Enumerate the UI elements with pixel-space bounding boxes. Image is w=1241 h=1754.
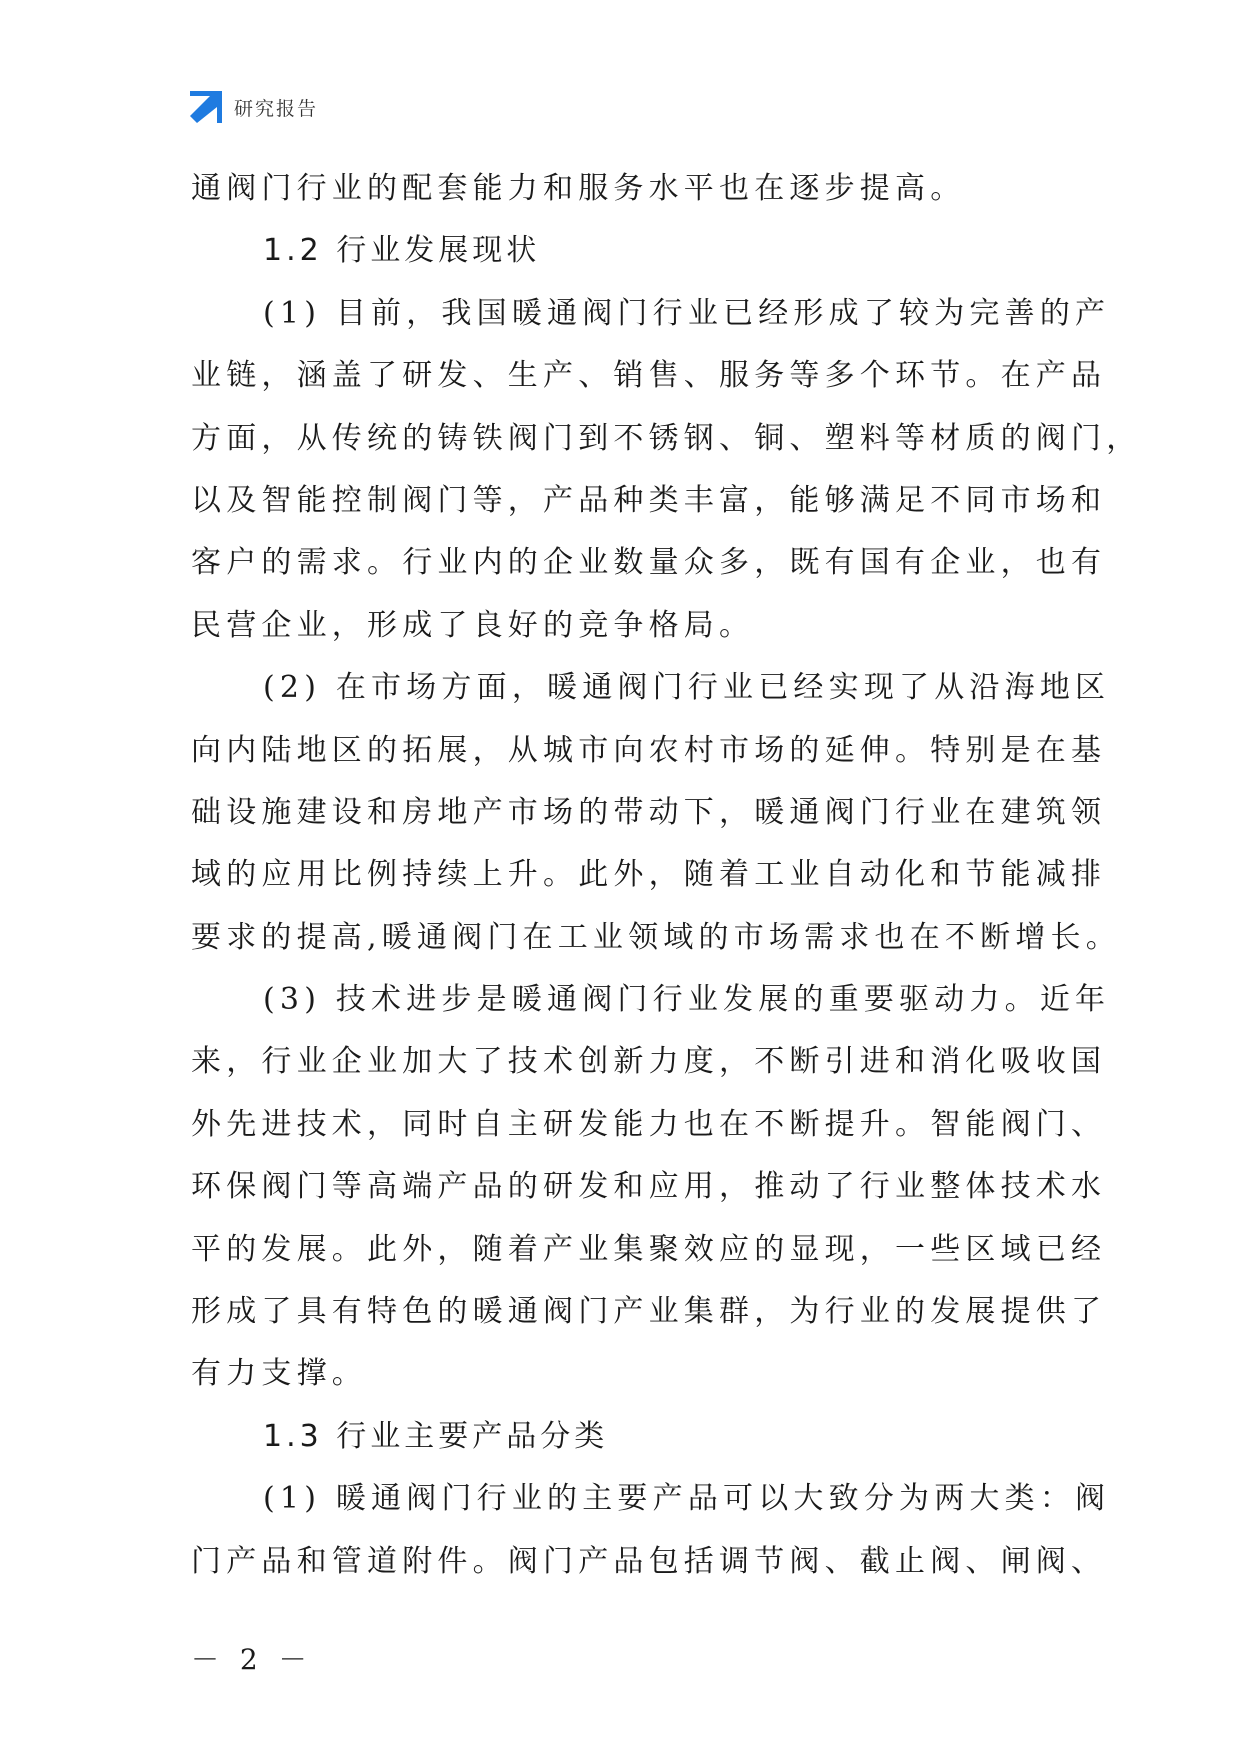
text-line: 环保阀门等高端产品的研发和应用，推动了行业整体技术水 xyxy=(191,1169,1107,1205)
text-line: 以及智能控制阀门等，产品种类丰富，能够满足不同市场和 xyxy=(191,482,1107,518)
section-heading: 1.3 行业主要产品分类 xyxy=(263,1418,609,1454)
section-heading: 1.2 行业发展现状 xyxy=(263,233,541,269)
text-line: (2) 在市场方面，暖通阀门行业已经实现了从沿海地区 xyxy=(263,670,1111,706)
text-line: 方面，从传统的铸铁阀门到不锈钢、铜、塑料等材质的阀门， xyxy=(191,420,1142,456)
text-line: 要求的提高,暖通阀门在工业领域的市场需求也在不断增长。 xyxy=(191,919,1121,955)
text-line: 形成了具有特色的暖通阀门产业集群，为行业的发展提供了 xyxy=(191,1294,1107,1330)
page-number: － 2 － xyxy=(191,1643,313,1676)
page-header xyxy=(190,90,318,124)
text-line: 客户的需求。行业内的企业数量众多，既有国有企业，也有 xyxy=(191,545,1107,581)
text-line: 外先进技术，同时自主研发能力也在不断提升。智能阀门、 xyxy=(191,1106,1107,1142)
arrow-up-right-icon xyxy=(190,91,222,123)
text-line: 有力支撑。 xyxy=(191,1356,367,1392)
text-line: 通阀门行业的配套能力和服务水平也在逐步提高。 xyxy=(191,171,966,206)
report-label: 研究报告 xyxy=(234,97,319,120)
text-line: 来，行业企业加大了技术创新力度，不断引进和消化吸收国 xyxy=(191,1044,1107,1080)
text-line: (1) 暖通阀门行业的主要产品可以大致分为两大类：阀 xyxy=(263,1481,1111,1517)
text-line: 平的发展。此外，随着产业集聚效应的显现，一些区域已经 xyxy=(191,1231,1107,1267)
text-line: 域的应用比例持续上升。此外，随着工业自动化和节能减排 xyxy=(191,857,1107,893)
document-body xyxy=(191,158,1142,1593)
text-line: (1) 目前，我国暖通阀门行业已经形成了较为完善的产 xyxy=(263,295,1111,331)
text-line: 业链，涵盖了研发、生产、销售、服务等多个环节。在产品 xyxy=(191,358,1107,394)
text-line: 础设施建设和房地产市场的带动下，暖通阀门行业在建筑领 xyxy=(191,794,1107,830)
text-line: 门产品和管道附件。阀门产品包括调节阀、截止阀、闸阀、 xyxy=(191,1543,1107,1579)
text-line: 向内陆地区的拓展，从城市向农村市场的延伸。特别是在基 xyxy=(191,732,1107,768)
text-line: 民营企业，形成了良好的竞争格局。 xyxy=(191,607,755,643)
text-line: (3) 技术进步是暖通阀门行业发展的重要驱动力。近年 xyxy=(263,982,1111,1018)
